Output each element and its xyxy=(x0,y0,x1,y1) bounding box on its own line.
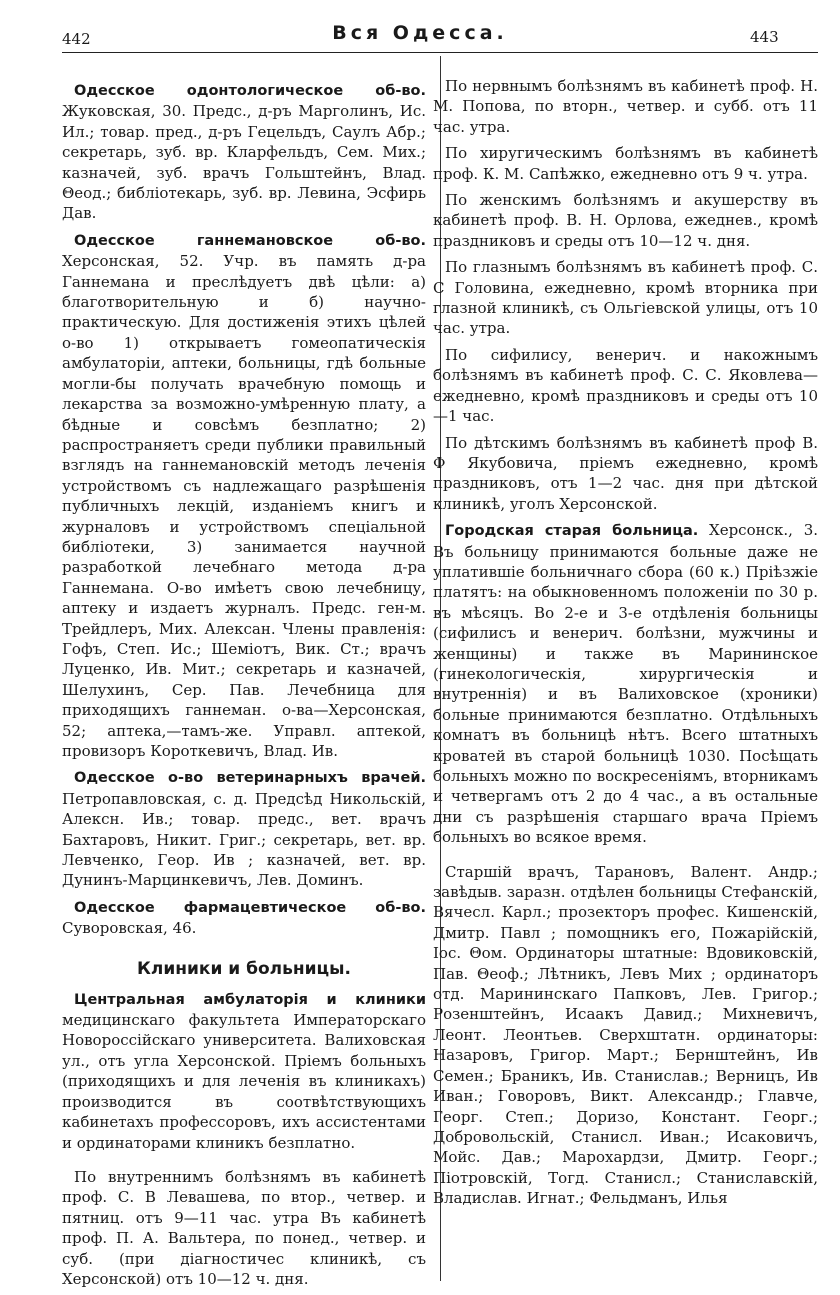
entry-central-ambulatory xyxy=(62,989,426,1153)
entry-odontological xyxy=(62,80,426,224)
page-header xyxy=(0,0,840,50)
entry-surgical-diseases: По хиругическимъ болѣзнямъ въ кабинетѣ проф. К. М. Сапѣжко, ежедневно отъ 9 ч. утра. xyxy=(433,144,818,183)
entry-old-city-hospital xyxy=(433,520,818,848)
entry-body: Херсонск., 3. Въ больницу принимаются больные даже не уплатившіе больничнаго сбора (60 к.) Пріѣзжіе платятъ: на обыкновенномъ положеніи по 30 р. въ мѣсяцъ. Во 2-е и 3-е отдѣленія больницы (сифилисъ и венерич. болѣзни, мужчины и женщины) и также въ Марининское (гинекологическія, хирургическія и внутреннія) и въ Валиховское (хроники) больные принимаются безплатно. Отдѣльныхъ комнатъ въ больницѣ нѣтъ. Всего штатныхъ кроватей въ старой больницѣ 1030. Посѣщать больныхъ можно по воскресеніямъ, вторникамъ и четвергамъ отъ 2 до 4 час., а въ остальные дни съ разрѣшенія старшаго врача Пріемъ больныхъ во всякое время. xyxy=(433,521,819,847)
entry-heading: Одесское о-во ветеринарныхъ врачей. xyxy=(74,770,426,787)
entry-heading: Центральная амбулаторія и клиники xyxy=(74,991,426,1008)
entry-body: Петропавловская, с. д. Предсѣд Никольскій, Алексн. Ив.; товар. предс., вет. врачъ Бахтаровъ, Никит. Григ.; секретарь, вет. вр. Левченко, Геор. Ив ; казначей, вет. вр. Дунинъ-Марцинкевичъ, Лев. Доминъ. xyxy=(62,789,426,890)
entry-syphilis: По сифилису, венерич. и накожнымъ болѣзнямъ въ кабинетѣ проф. С. С. Яковлева—ежедневно, кромѣ праздниковъ и среды отъ 10—1 час. xyxy=(433,345,818,426)
entry-heading: Одесское одонтологическое об-во. xyxy=(74,83,426,99)
entry-veterinary xyxy=(62,767,426,890)
entry-hospital-staff: Старшій врачъ, Тарановъ, Валент. Андр.; завѣдыв. заразн. отдѣлен больницы Стефанскій, Вячесл. Карл.; прозекторъ профес. Кишенскій, Дмитр. Павл ; помощникъ его, Пожарійскій, Іос. Θом. Ординаторы штатные: Вдовиковскій, Пав. Θеоф.; Лѣтникъ, Левъ Мих ; ординаторъ отд. Марининскаго Папковъ, Лев. Григор.; Розенштейнъ, Исаакъ Давид.; Михневичъ, Леонт. Леонтьев. Сверхштатн. ординаторы: Назаровъ, Григор. Март.; Бернштейнъ, Ив Семен.; Браникъ, Ив. Станислав.; Верницъ, Ив Иван.; Говоровъ, Викт. Александр.; Главче, Георг. Степ.; Доризо, Констант. Георг.; Добровольскій, Станисл. Иван.; Исаковичъ, Мойс. Дав.; Марохардзи, Дмитр. Георг.; Піотровскій, Тогд. Станисл.; Станиславскій, Владислав. Игнат.; Фельдманъ, Илья xyxy=(433,862,818,1208)
section-title: Клиники и больницы. xyxy=(137,958,351,979)
entry-nervous-diseases: По нервнымъ болѣзнямъ въ кабинетѣ проф. Н. М. Попова, по вторн., четвер. и субб. отъ 11 час. утра. xyxy=(433,77,818,136)
entry-eye-diseases: По глазнымъ болѣзнямъ въ кабинетѣ проф. С. С Головина, ежедневно, кромѣ вторника при глазной клиникѣ, съ Ольгіевской улицы, отъ 10 час. утра. xyxy=(433,258,818,338)
entry-pharmaceutical xyxy=(62,897,426,939)
left-column xyxy=(62,80,426,1295)
entry-hahnemann xyxy=(62,230,426,762)
entry-heading: Городская старая больница. xyxy=(445,523,699,540)
entry-body: Херсонская, 52. Учр. въ память д-ра Ганнемана и преслѣдуетъ двѣ цѣли: а) благотворительную и б) научно-практическую. Для достиженія этихъ цѣлей о-во 1) открываетъ гомеопатическія амбулаторіи, аптеки, больницы, гдѣ больные могли-бы получать врачебную помощь и лекарства за возможно-умѣренную плату, а бѣдные и совсѣмъ безплатно; 2) распространяетъ среди публики правильный взглядъ на ганнемановскій методъ леченія устройствомъ съ надлежащаго разрѣшенія публичныхъ лекцій, изданіемъ книгъ и журналовъ и устройствомъ спеціальной библіотеки, 3) занимается научной разработкой лечебнаго метода д-ра Ганнемана. О-во имѣетъ свою лечебницу, аптеку и издаетъ журналъ. Предс. ген-м. Трейдлеръ, Мих. Алексан. Члены правленія: Гофъ, Степ. Ис.; Шеміотъ, Вик. Ст.; врачъ Луценко, Ив. Мит.; секретарь и казначей, Шелухинъ, Сер. Пав. Лечебница для приходящихъ ганнеман. о-ва—Херсонская, 52; аптека,—тамъ-же. Управл. аптекой, провизоръ Короткевичъ, Влад. Ив. xyxy=(62,252,426,760)
entry-body: Жуковская, 30. Предс., д-ръ Марголинъ, Ис. Ил.; товар. пред., д-ръ Гецельдъ, Саулъ Абр.; секретарь, зуб. вр. Кларфельдъ, Сем. Мих.; казначей, зуб. врачъ Гольштейнъ, Влад. Θеод.; библіотекарь, зуб. вр. Левина, Эсфирь Дав. xyxy=(62,102,426,223)
entry-womens-diseases: По женскимъ болѣзнямъ и акушерству въ кабинетѣ проф. В. Н. Орлова, ежеднев., кромѣ праздниковъ и среды отъ 10—12 ч. дня. xyxy=(433,191,818,250)
header-rule xyxy=(62,52,818,53)
entry-heading: Одесское фармацевтическое об-во. xyxy=(74,899,426,916)
entry-childrens-diseases: По дѣтскимъ болѣзнямъ въ кабинетѣ проф В. Ф Якубовича, пріемъ ежедневно, кромѣ праздниковъ, отъ 1—2 час. дня при дѣтской клиникѣ, уголъ Херсонской. xyxy=(433,433,818,513)
entry-body: Суворовская, 46. xyxy=(62,919,197,938)
running-title: Вся Одесса. xyxy=(332,22,508,44)
page-number-left: 442 xyxy=(62,30,91,48)
right-column xyxy=(433,76,818,1215)
entry-body: медицинскаго факультета Императорскаго Новороссійскаго университета. Валиховская ул., отъ угла Херсонской. Пріемъ больныхъ (приходящихъ и для леченія въ клиникахъ) производится въ соотвѣтствующихъ кабинетахъ профессоровъ, ихъ ассистентами и ординаторами клиникъ безплатно. xyxy=(62,1011,426,1152)
entry-internal-diseases: По внутреннимъ болѣзнямъ въ кабинетѣ проф. С. В Левашева, по втор., четвер. и пятниц. отъ 9—11 час. утра Въ кабинетѣ проф. П. А. Вальтера, по понед., четвер. и суб. (при діагностичес клиникѣ, съ Херсонской) отъ 10—12 ч. дня. xyxy=(62,1167,426,1288)
entry-heading: Одесское ганнемановское об-во. xyxy=(74,232,426,249)
page-number-right: 443 xyxy=(750,28,779,46)
